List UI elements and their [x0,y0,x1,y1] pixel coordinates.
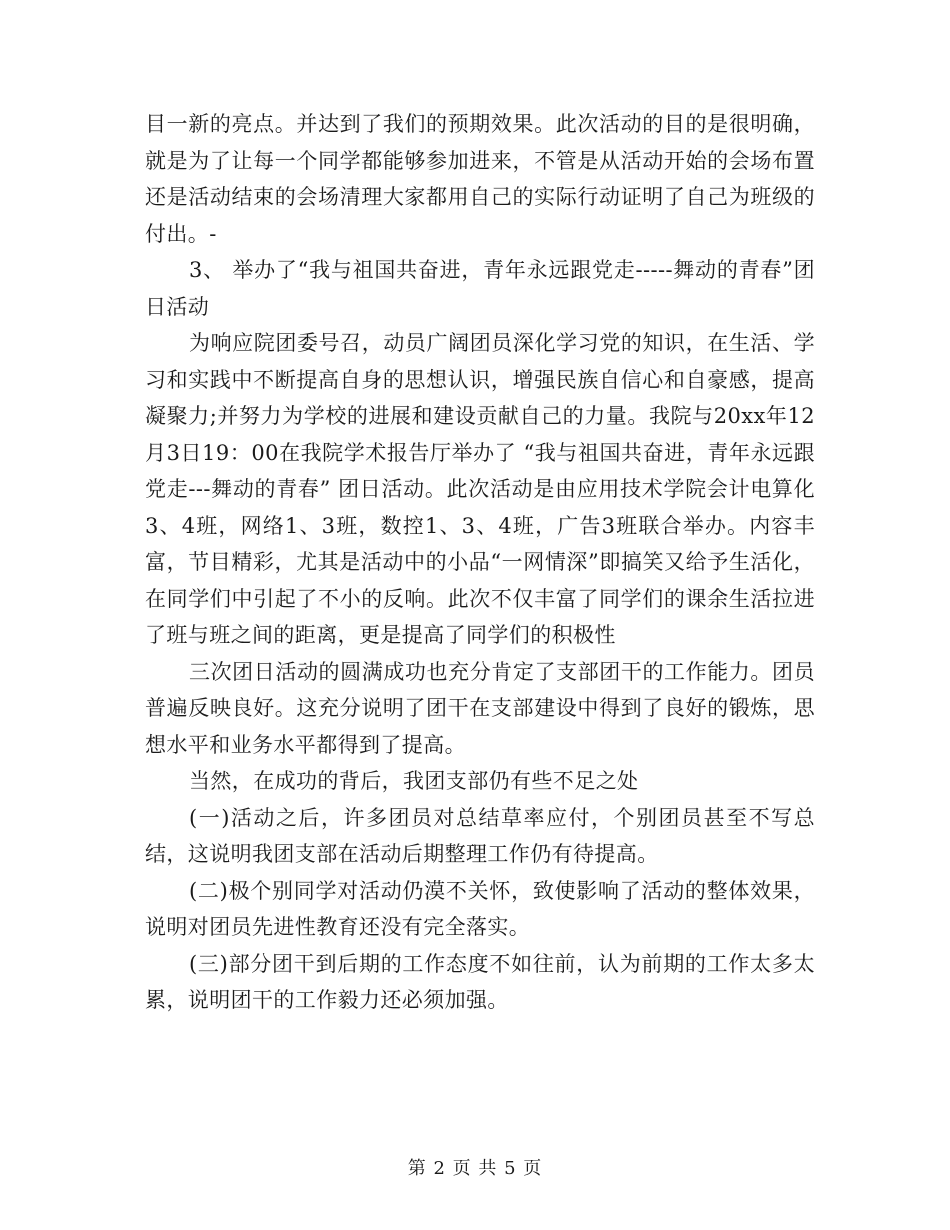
paragraph-summary: 三次团日活动的圆满成功也充分肯定了支部团干的工作能力。团员普遍反映良好。这充分说明了团干在支部建设中得到了良好的锻炼，思想水平和业务水平都得到了提高。 [145,659,815,757]
paragraph-shortcoming-3: (三)部分团干到后期的工作态度不如往前，认为前期的工作太多太累，说明团干的工作毅力还必须加强。 [145,951,815,1012]
paragraph-shortcoming-1: (一)活动之后，许多团员对总结草率应付，个别团员甚至不写总结，这说明我团支部在活动后期整理工作仍有待提高。 [145,805,815,866]
paragraph-activity-3-heading: 3、 举办了“我与祖国共奋进，青年永远跟党走-----舞动的青春”团日活动 [145,258,815,319]
paragraph-shortcomings-intro: 当然，在成功的背后，我团支部仍有些不足之处 [189,769,639,793]
paragraph-shortcoming-2: (二)极个别同学对活动仍漠不关怀，致使影响了活动的整体效果，说明对团员先进性教育还没有完全落实。 [145,878,815,939]
paragraph-activity-3-body: 为响应院团委号召，动员广阔团员深化学习党的知识，在生活、学习和实践中不断提高自身的思想认识，增强民族自信心和自豪感，提高凝聚力;并努力为学校的进展和建设贡献自己的力量。我院与20xx年12月3日19：00在我院学术报告厅举办了 “我与祖国共奋进，青年永远跟党走---舞动的青春” 团日活动。此次活动是由应用技术学院会计电算化3、4班，网络1、3班，数控1、3、4班，广告3班联合举办。内容丰富，节目精彩，尤其是活动中的小品“一网情深”即搞笑又给予生活化，在同学们中引起了不小的反响。此次不仅丰富了同学们的课余生活拉进了班与班之间的距离，更是提高了同学们的积极性 [145,331,815,647]
document-body [145,106,815,1019]
page-number-footer: 第 2 页 共 5 页 [407,1158,543,1179]
paragraph-continuation: 目一新的亮点。并达到了我们的预期效果。此次活动的目的是很明确，就是为了让每一个同学都能够参加进来，不管是从活动开始的会场布置还是活动结束的会场清理大家都用自己的实际行动证明了自己为班级的付出。- [145,112,815,246]
